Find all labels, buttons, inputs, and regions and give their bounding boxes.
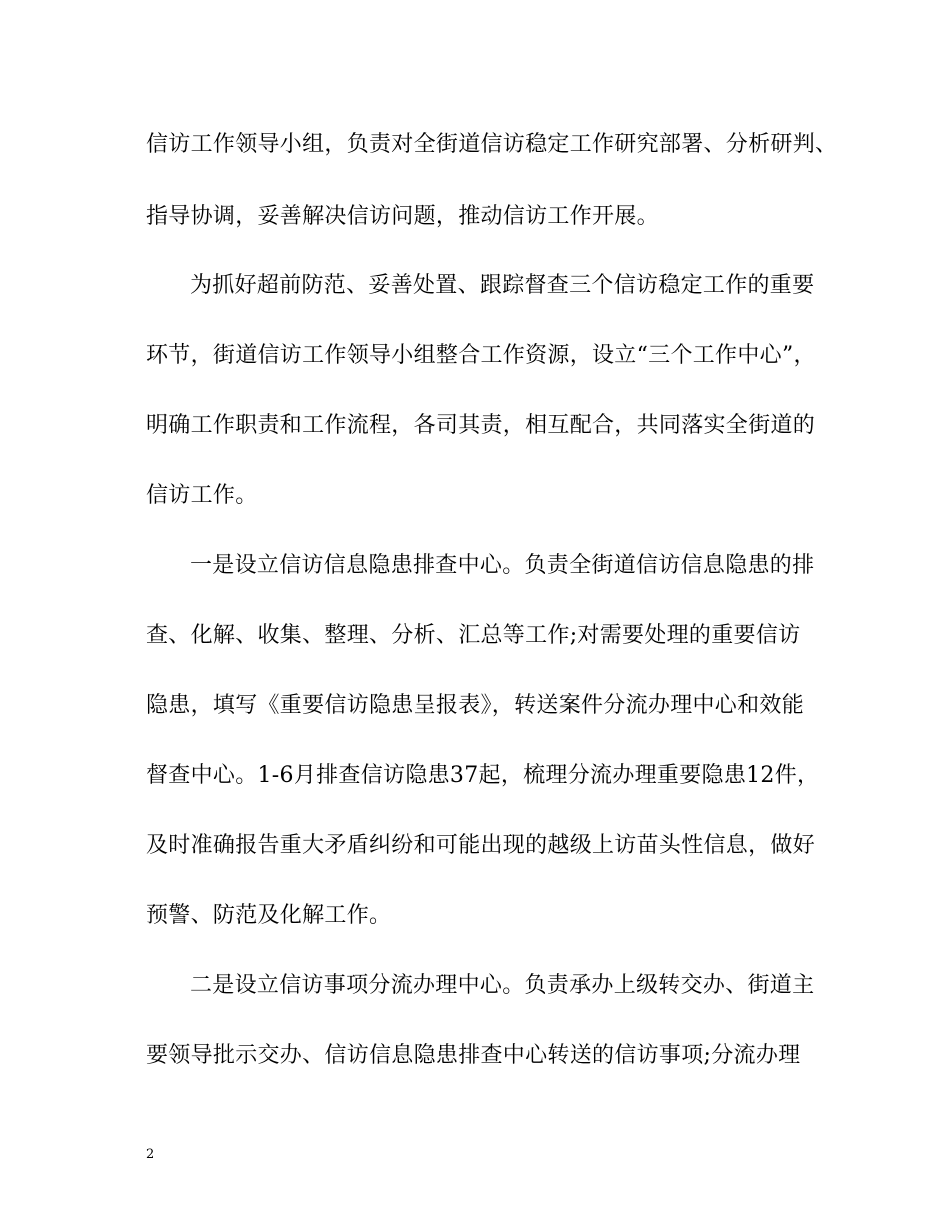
page-number: 2	[146, 1147, 155, 1162]
text-line: 环节，街道信访工作领导小组整合工作资源，设立“三个工作中心”，	[146, 343, 816, 368]
text-line: 信访工作。	[146, 483, 258, 508]
text-line: 明确工作职责和工作流程，各司其责，相互配合，共同落实全街道的	[146, 413, 816, 438]
text-line: 查、化解、收集、整理、分析、汇总等工作;对需要处理的重要信访	[146, 623, 801, 648]
text-line: 及时准确报告重大矛盾纠纷和可能出现的越级上访苗头性信息，做好	[146, 833, 816, 858]
paragraph-first-line: 二是设立信访事项分流办理中心。负责承办上级转交办、街道主	[190, 973, 815, 998]
text-line: 指导协调，妥善解决信访问题，推动信访工作开展。	[146, 204, 659, 229]
text-line: 预警、防范及化解工作。	[146, 903, 392, 928]
paragraph-first-line: 为抓好超前防范、妥善处置、跟踪督查三个信访稳定工作的重要	[190, 273, 815, 298]
text-line: 信访工作领导小组，负责对全街道信访稳定工作研究部署、分析研判、	[146, 132, 838, 157]
text-line: 隐患，填写《重要信访隐患呈报表》，转送案件分流办理中心和效能	[146, 693, 805, 718]
text-line: 督查中心。1-6月排查信访隐患37起，梳理分流办理重要隐患12件，	[146, 763, 820, 788]
text-line: 要领导批示交办、信访信息隐患排查中心转送的信访事项;分流办理	[146, 1043, 801, 1068]
paragraph-first-line: 一是设立信访信息隐患排查中心。负责全街道信访信息隐患的排	[190, 553, 815, 578]
